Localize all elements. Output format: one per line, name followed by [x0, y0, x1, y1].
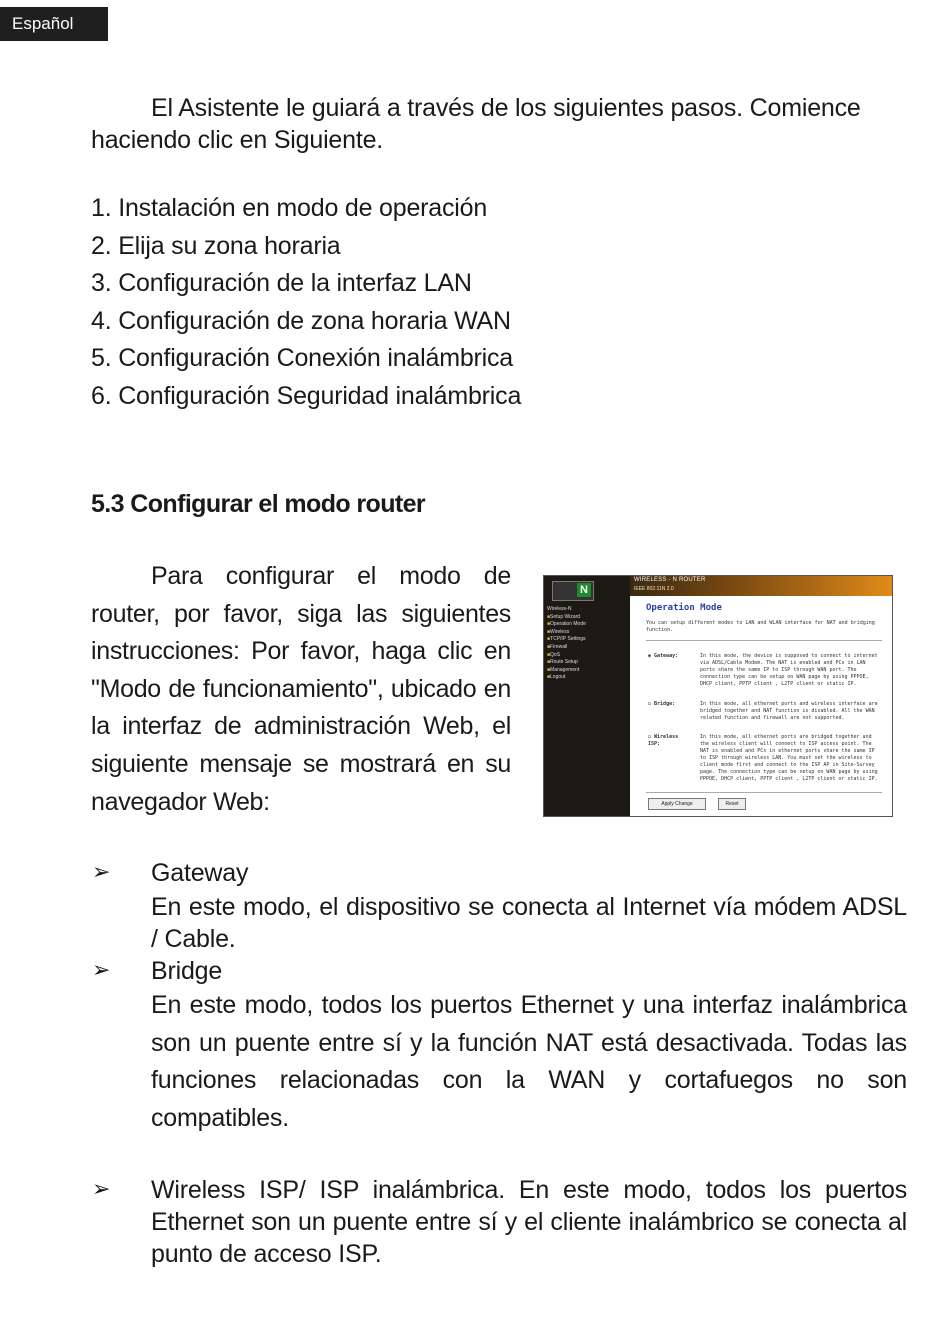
menu-item: ■ Setup Wizard — [547, 614, 586, 622]
bullet-text-wireless-isp: Wireless ISP/ ISP inalámbrica. En este modo, todos los puertos Ethernet son un puente entre sí y el cliente inalámbrico se conecta al punto de acceso ISP. — [151, 1176, 907, 1268]
screenshot-header-bar — [630, 576, 892, 596]
list-item: 3. Configuración de la interfaz LAN — [91, 269, 472, 298]
divider — [646, 792, 882, 793]
apply-change-button: Apply Change — [648, 798, 706, 810]
screenshot-page-description: You can setup different modes to LAN and WLAN interface for NAT and bridging function. — [646, 620, 875, 633]
menu-item: ■ Logout — [547, 674, 586, 682]
bridge-option — [648, 701, 882, 731]
option-label: ○ Wireless ISP: — [648, 734, 679, 747]
menu-item: ■ Management — [547, 667, 586, 675]
list-item: 2. Elija su zona horaria — [91, 231, 341, 260]
option-text: In this mode, the device is supposed to connect to internet via ADSL/Cable Modem. The NAT is enabled and PCs in LAN ports share the same IP to ISP through WAN port. The connection type can be setup on WAN page by using PPPOE, DHCP client, PPTP client , L2TP client or static IP. — [700, 653, 878, 687]
bullet-arrow-icon: ➢ — [92, 958, 111, 983]
option-text: In this mode, all ethernet ports and wireless interface are bridged together and NAT function is disabled. All the WAN related function and firewall are not supported. — [700, 701, 878, 721]
menu-item: Wireless-N — [547, 606, 572, 612]
menu-item: ■ Firewall — [547, 644, 586, 652]
bullet-text-bridge: En este modo, todos los puertos Ethernet y una interfaz inalámbrica son un puente entre sí y la función NAT está desactivada. Todas las funciones relacionadas con la WAN y cortafuegos no son compatibles. — [151, 991, 907, 1132]
list-item: 4. Configuración de zona horaria WAN — [91, 306, 511, 335]
brand-title: WIRELESS - N ROUTER — [634, 577, 706, 583]
bullet-arrow-icon: ➢ — [92, 860, 111, 885]
screenshot-menu — [547, 606, 586, 682]
router-logo — [552, 581, 594, 601]
divider — [646, 640, 882, 641]
option-label: ○ Bridge: — [648, 701, 676, 707]
option-label: ◉ Gateway: — [648, 653, 679, 659]
menu-item: ■ QoS — [547, 652, 586, 660]
wireless-n-logo-icon: N — [577, 583, 591, 597]
list-item: 1. Instalación en modo de operación — [91, 194, 488, 222]
intro-paragraph: El Asistente le guiará a través de los siguientes pasos. Comience haciendo clic en Siguiente. — [91, 94, 861, 154]
wireless-isp-option — [648, 734, 882, 790]
menu-item: ■ TCP/IP Settings — [547, 636, 586, 644]
option-text: In this mode, all ethernet ports are bridged together and the wireless client will connect to ISP access point. The NAT is enabled and PCs in ethernet ports share the same IP to ISP through wireless LAN. You must set the wireless to client mode first and connect to the ISP AP in Site-Survey page. The connection type can be setup on WAN page by using PPPOE, DHCP client, PPTP client , L2TP client or static IP. — [700, 734, 878, 782]
screenshot-page-title: Operation Mode — [646, 603, 722, 613]
operation-mode-screenshot — [543, 575, 893, 817]
list-item: 5. Configuración Conexión inalámbrica — [91, 344, 514, 373]
bullet-arrow-icon: ➢ — [92, 1177, 111, 1202]
section-heading: 5.3 Configurar el modo router — [91, 490, 426, 518]
router-mode-paragraph: Para configurar el modo de router, por favor, siga las siguientes instrucciones: Por favor, haga clic en "Modo de funcionamiento", ubicado en la interfaz de administración Web, el siguiente mensaje se mostrará en su navegador Web: — [91, 562, 511, 816]
menu-item: ■ Wireless — [547, 629, 586, 637]
radio-icon: ○ — [648, 701, 655, 707]
screenshot-sidebar — [544, 576, 630, 816]
brand-subtitle: IEEE 802.11N 2.0 — [634, 586, 674, 592]
menu-item: ■ Operation Mode — [547, 621, 586, 629]
wizard-steps-list — [91, 190, 521, 416]
bullet-title-gateway: Gateway — [151, 859, 249, 887]
list-item: 6. Configuración Seguridad inalámbrica — [91, 381, 522, 410]
radio-icon: ◉ — [648, 653, 655, 659]
reset-button: Reset — [718, 798, 746, 810]
bullet-title-bridge: Bridge — [151, 957, 223, 985]
gateway-option — [648, 653, 882, 693]
menu-item: ■ Route Setup — [547, 659, 586, 667]
language-tab: Español — [0, 7, 108, 41]
bullet-text-gateway: En este modo, el dispositivo se conecta al Internet vía módem ADSL / Cable. — [151, 893, 907, 953]
radio-icon: ○ — [648, 734, 655, 740]
